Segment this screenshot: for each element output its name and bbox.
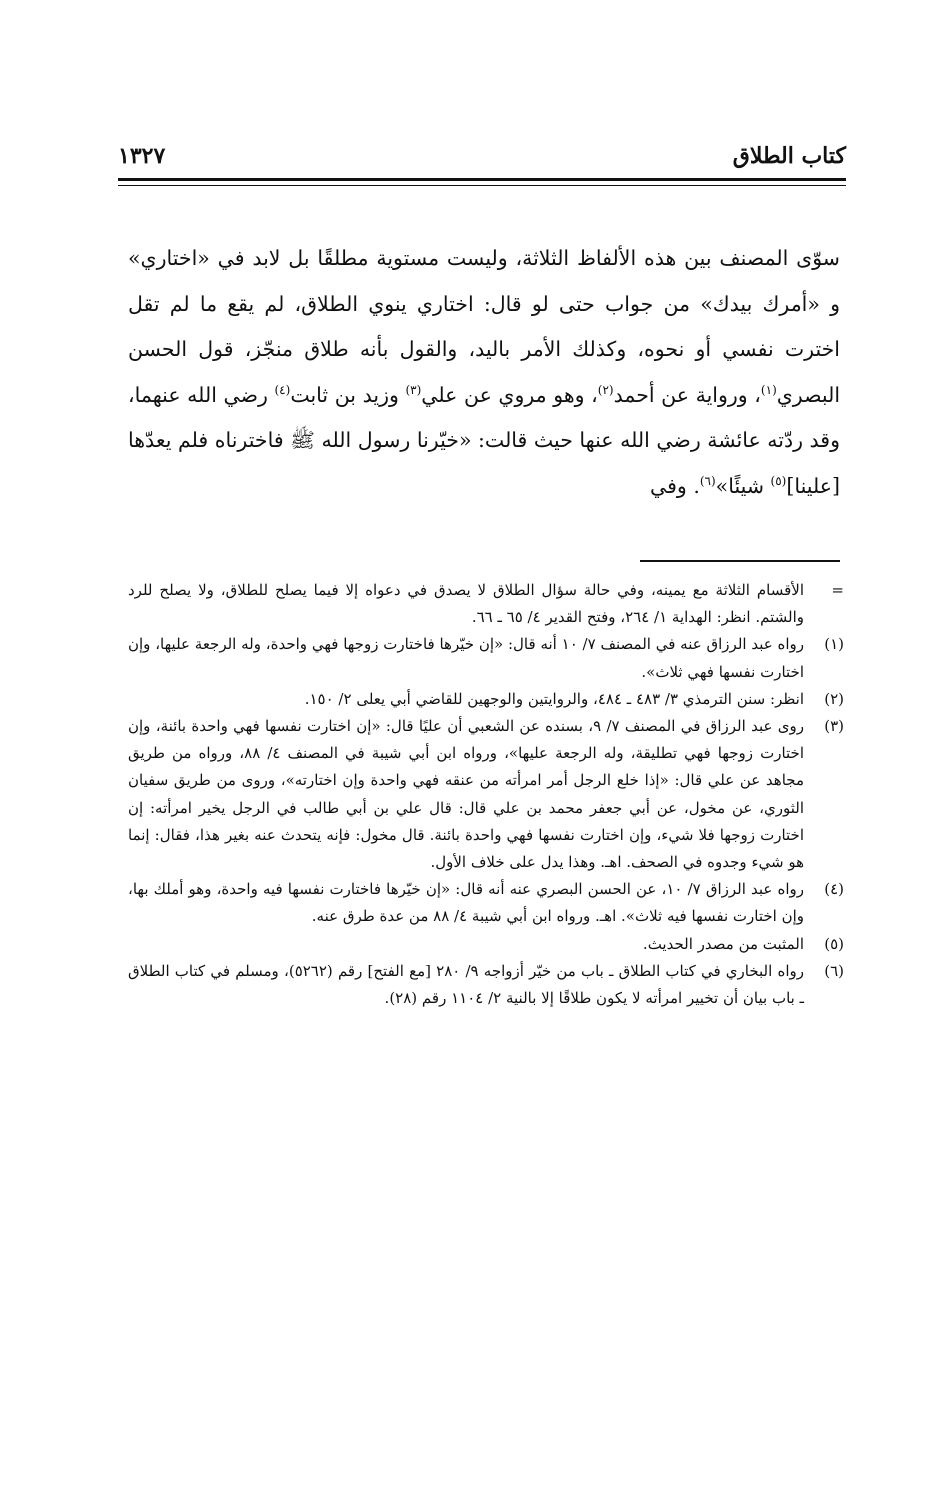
main-paragraph bbox=[128, 236, 840, 509]
header-rule-thick bbox=[118, 178, 846, 181]
footnote-number: (٦) bbox=[824, 961, 844, 980]
footnote-number: (٥) bbox=[824, 934, 844, 953]
footnotes bbox=[128, 577, 844, 1012]
footnote-text: رواه البخاري في كتاب الطلاق ـ باب من خيّر أزواجه ٩/ ٢٨٠ [مع الفتح] رقم (٥٢٦٢)، ومسلم في كتاب الطلاق ـ باب بيان أن تخيير امرأته لا يكون طلاقًا إلا بالنية ٢/ ١١٠٤ رقم (٢٨). bbox=[128, 961, 804, 1008]
footnote-number: (٣) bbox=[824, 717, 844, 736]
body-text-1: سوّى المصنف بين هذه الألفاظ الثلاثة، وليست مستوية مطلقًا بل لابد في «اختاري» و «أمرك بيدك» من جواب حتى لو قال: اختاري ينوي الطلاق، لم يقع ما لم تقل اخترت نفسي أو نحوه، وكذلك الأمر باليد، والقول بأنه طلاق منجّز، قول الحسن البصري bbox=[128, 246, 841, 407]
footnote-text: رواه عبد الرزاق عنه في المصنف ٧/ ١٠ أنه قال: «إن خيّرها فاختارت زوجها فهي واحدة، وله الرجعة عليها، وإن اختارت نفسها فهي ثلاث». bbox=[128, 635, 804, 681]
footnote-text: الأقسام الثلاثة مع يمينه، وفي حالة سؤال الطلاق لا يصدق في دعواه إلا فيما يصلح للطلاق، ولا يصلح للرد والشتم. انظر: الهداية ١/ ٢٦٤، وفتح القدير ٤/ ٦٥ ـ ٦٦. bbox=[128, 581, 804, 627]
footnote-ref-3: (٣) bbox=[405, 382, 422, 397]
footnote-3 bbox=[128, 713, 844, 876]
footnote-separator bbox=[640, 560, 840, 562]
footnote-text: رواه عبد الرزاق ٧/ ١٠، عن الحسن البصري عنه أنه قال: «إن خيّرها فاختارت نفسها فيه واحدة، وهو أملك بها، وإن اختارت نفسها فيه ثلاث». اهـ. ورواه ابن أبي شيبة ٤/ ٨٨ من عدة طرق عنه. bbox=[128, 880, 805, 926]
page-number: ١٣٢٧ bbox=[118, 143, 166, 169]
body-text-4: وزيد بن ثابت bbox=[290, 382, 406, 407]
footnote-number: (٢) bbox=[824, 689, 844, 708]
main-text bbox=[128, 236, 840, 509]
chapter-title: كتاب الطلاق bbox=[732, 143, 846, 169]
footnote-text: المثبت من مصدر الحديث. bbox=[642, 934, 804, 953]
footnote-ref-5: (٥) bbox=[770, 473, 787, 488]
body-text-5: رضي الله عنهما، وقد ردّته عائشة رضي الله عنها حيث قالت: «خيّرنا رسول الله ﷺ فاخترناه فلم يعدّها [علينا] bbox=[128, 382, 840, 498]
footnote-continued bbox=[128, 577, 844, 631]
footnote-5 bbox=[128, 931, 844, 958]
footnote-2 bbox=[128, 686, 844, 713]
page-header bbox=[118, 140, 846, 176]
footnote-ref-6: (٦) bbox=[699, 473, 716, 488]
footnote-4 bbox=[128, 876, 844, 930]
body-text-3: ، وهو مروي عن علي bbox=[421, 382, 598, 407]
footnote-number: (٤) bbox=[824, 880, 844, 899]
body-text-2: ، ورواية عن أحمد bbox=[613, 382, 761, 407]
footnote-text: روى عبد الرزاق في المصنف ٧/ ٩، بسنده عن الشعبي أن عليًا قال: «إن اختارت نفسها فهي واحدة بائنة، وإن اختارت زوجها فهي تطليقة، وله الرجعة عليها»، ورواه ابن أبي شيبة في المصنف ٤/ ٨٨، ورواه من طريق مجاهد عن علي قال: «إذا خلع الرجل أمر امرأته من عنقه فهي واحدة وإن اختارته»، وروى من طريق سفيان الثوري، عن مخول، عن أبي جعفر محمد بن علي قال: قال علي بن أبي طالب في الرجل يخير امرأته: إن اختارت زوجها فلا شيء، وإن اختارت نفسها فهي واحدة بائنة. قال مخول: فإنه يتحدث عنه بغير هذا، فقال: إنما هو شيء وجدوه في الصحف. اهـ. وهذا يدل على خلاف الأول. bbox=[128, 717, 804, 872]
footnote-number: = bbox=[831, 581, 844, 599]
footnote-ref-2: (٢) bbox=[597, 382, 614, 397]
header-rule-thin bbox=[118, 185, 846, 186]
footnote-1 bbox=[128, 631, 844, 685]
footnote-text: انظر: سنن الترمذي ٣/ ٤٨٣ ـ ٤٨٤، والروايتين والوجهين للقاضي أبي يعلى ٢/ ١٥٠. bbox=[304, 689, 804, 708]
footnote-ref-4: (٤) bbox=[274, 382, 291, 397]
footnote-6 bbox=[128, 958, 844, 1012]
footnote-number: (١) bbox=[824, 635, 844, 654]
body-text-6: شيئًا» bbox=[715, 473, 771, 498]
body-text-7: . وفي bbox=[650, 473, 700, 498]
footnote-ref-1: (١) bbox=[760, 382, 777, 397]
